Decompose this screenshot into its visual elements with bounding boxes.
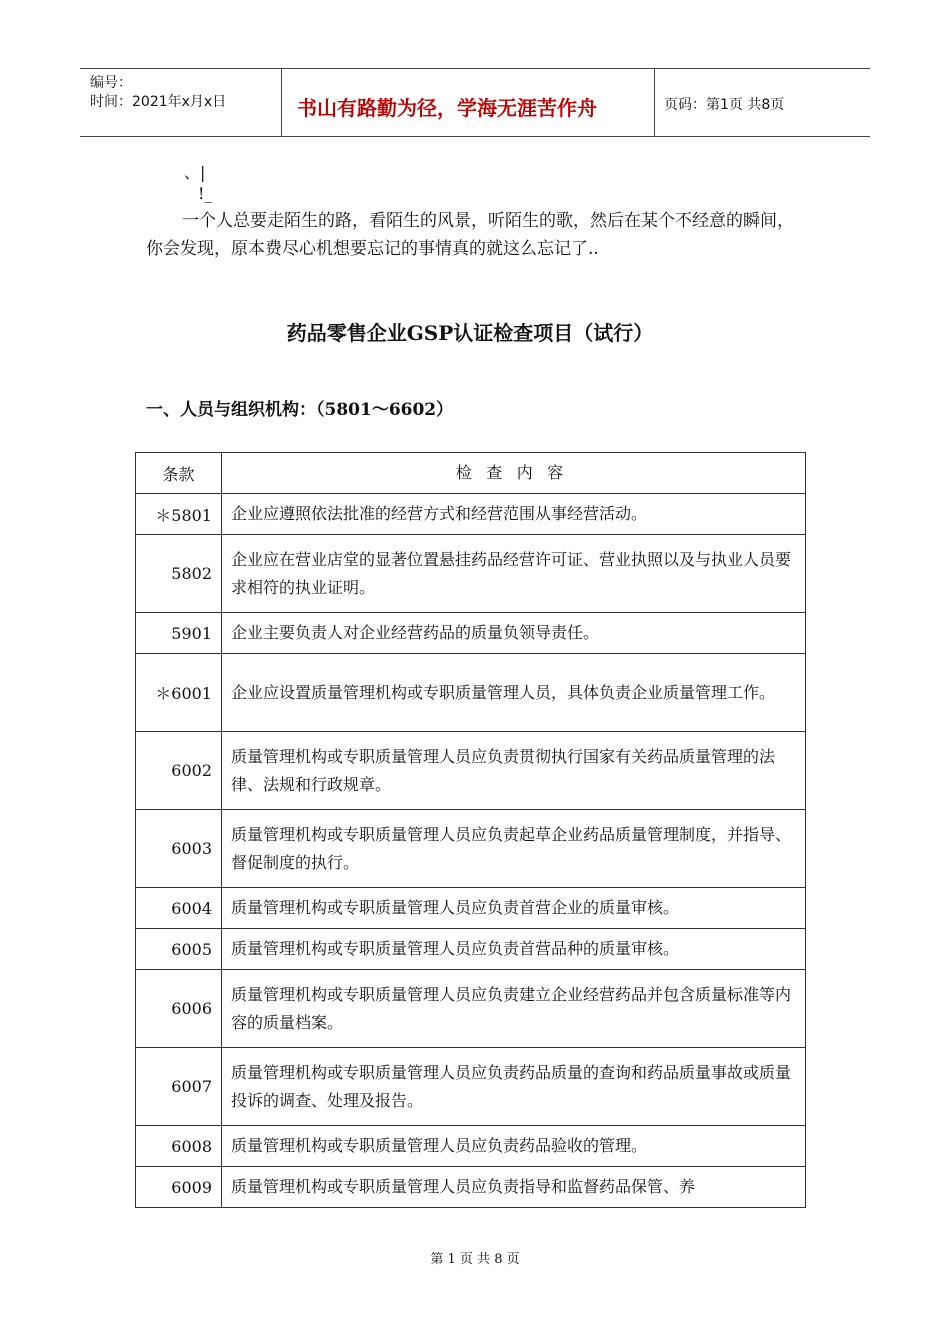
header-bottom-rule: [80, 136, 870, 137]
table-row: [136, 494, 806, 535]
clause-content: 企业应设置质量管理机构或专职质量管理人员，具体负责企业质量管理工作。: [222, 654, 806, 732]
clause-content: 质量管理机构或专职质量管理人员应负责贯彻执行国家有关药品质量管理的法律、法规和行政规章。: [222, 732, 806, 810]
table-row: [136, 732, 806, 810]
table-row: [136, 654, 806, 732]
table-row: [136, 1048, 806, 1126]
clause-number: 6009: [136, 1167, 222, 1208]
table-row: [136, 929, 806, 970]
clause-number: 6007: [136, 1048, 222, 1126]
header-top-rule: [80, 68, 870, 69]
clause-number: 6004: [136, 888, 222, 929]
clause-content: 质量管理机构或专职质量管理人员应负责药品质量的查询和药品质量事故或质量投诉的调查、处理及报告。: [222, 1048, 806, 1126]
serial-label: 编号：: [90, 75, 132, 91]
clause-content: 企业应遵照依法批准的经营方式和经营范围从事经营活动。: [222, 494, 806, 535]
text-fragment: !_: [198, 184, 213, 203]
text-fragment: 、|: [184, 163, 206, 182]
column-header-clause: 条款: [136, 453, 222, 494]
clause-content: 质量管理机构或专职质量管理人员应负责药品验收的管理。: [222, 1126, 806, 1167]
header-divider: [281, 68, 282, 136]
clause-number: 5802: [136, 535, 222, 613]
clause-number: 6006: [136, 970, 222, 1048]
clause-number: 6002: [136, 732, 222, 810]
table-row: [136, 613, 806, 654]
table-row: [136, 1167, 806, 1208]
table-row: [136, 1126, 806, 1167]
clause-number: 5901: [136, 613, 222, 654]
table-body: [136, 494, 806, 1208]
page-footer: 第 1 页 共 8 页: [430, 1252, 520, 1267]
clause-content: 企业主要负责人对企业经营药品的质量负领导责任。: [222, 613, 806, 654]
header-divider: [654, 68, 655, 136]
clause-content: 企业应在营业店堂的显著位置悬挂药品经营许可证、营业执照以及与执业人员要求相符的执业证明。: [222, 535, 806, 613]
clause-content: 质量管理机构或专职质量管理人员应负责首营品种的质量审核。: [222, 929, 806, 970]
intro-paragraph: 一个人总要走陌生的路，看陌生的风景，听陌生的歌，然后在某个不经意的瞬间，你会发现，原本费尽心机想要忘记的事情真的就这么忘记了..: [146, 211, 794, 259]
time-label: 时间：2021年x月x日: [90, 94, 227, 110]
clause-content: 质量管理机构或专职质量管理人员应负责首营企业的质量审核。: [222, 888, 806, 929]
table-header-row: [136, 453, 806, 494]
table-row: [136, 535, 806, 613]
clause-content: 质量管理机构或专职质量管理人员应负责起草企业药品质量管理制度，并指导、督促制度的执行。: [222, 810, 806, 888]
header-page-info: 页码：第1页 共8页: [664, 97, 785, 113]
clause-number: 6003: [136, 810, 222, 888]
table-row: [136, 810, 806, 888]
clause-content: 质量管理机构或专职质量管理人员应负责建立企业经营药品并包含质量标准等内容的质量档案。: [222, 970, 806, 1048]
table-row: [136, 888, 806, 929]
clause-number: ＊6001: [136, 654, 222, 732]
inspection-table: [135, 452, 806, 1208]
clause-number: 6005: [136, 929, 222, 970]
column-header-content: 检查内容: [222, 453, 806, 494]
section-title: 一、人员与组织机构：（5801～6602）: [146, 400, 454, 420]
header-motto: 书山有路勤为径，学海无涯苦作舟: [297, 96, 597, 120]
clause-number: ＊5801: [136, 494, 222, 535]
table-row: [136, 970, 806, 1048]
clause-number: 6008: [136, 1126, 222, 1167]
clause-content: 质量管理机构或专职质量管理人员应负责指导和监督药品保管、养: [222, 1167, 806, 1208]
document-title: 药品零售企业GSP认证检查项目（试行）: [286, 321, 654, 345]
